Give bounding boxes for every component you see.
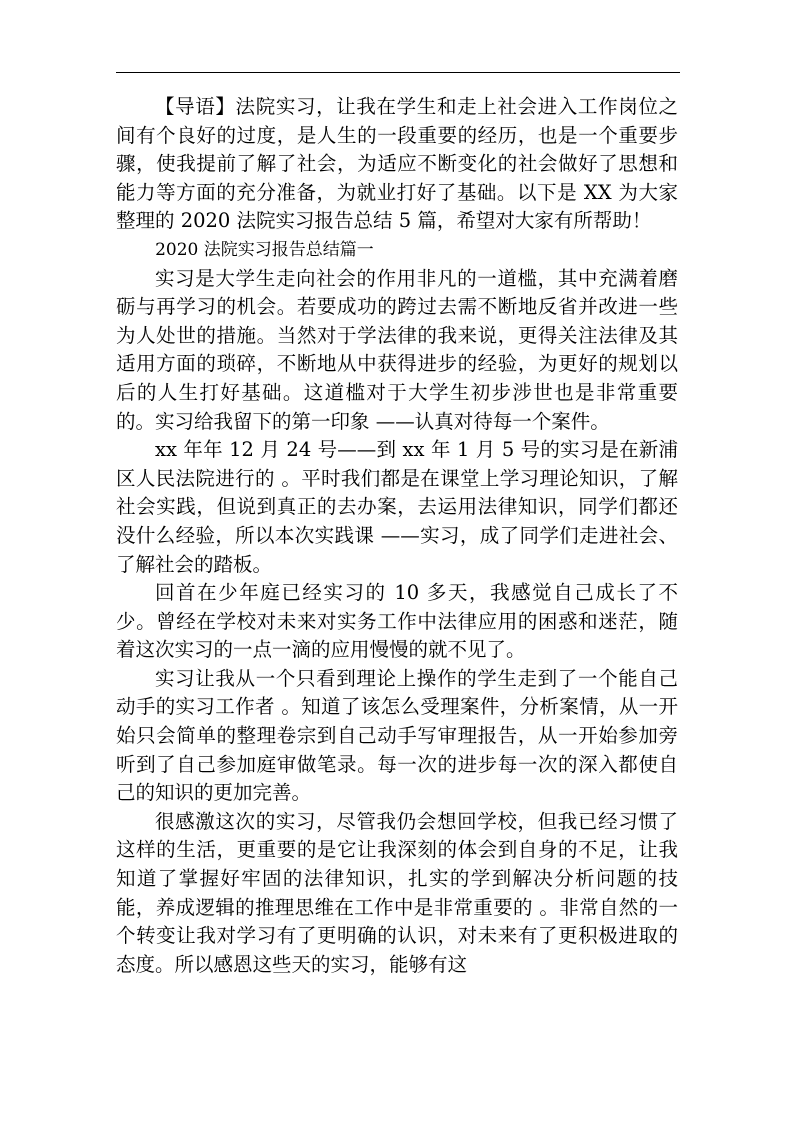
body-paragraph-5: 很感激这次的实习，尽管我仍会想回学校，但我已经习惯了这样的生活，更重要的是它让我深刻的体会到自身的不足，让我知道了掌握好牢固的法律知识，扎实的学到解决分析问题的技能，养成逻辑的推理思维在工作中是非常重要的 。非常自然的一个转变让我对学习有了更明确的认识，对未来有了更积极进取的态度。所以感恩这些天的实习，能够有这 (116, 809, 678, 976)
body-paragraph-3: 回首在少年庭已经实习的 10 多天，我感觉自己成长了不少。曾经在学校对未来对实务工作中法律应用的困惑和迷茫，随着这次实习的一点一滴的应用慢慢的就不见了。 (116, 581, 678, 662)
section-title: 2020 法院实习报告总结篇一 (155, 239, 374, 260)
body-paragraph-1: 实习是大学生走向社会的作用非凡的一道槛，其中充满着磨砺与再学习的机会。若要成功的跨过去需不断地反省并改进一些为人处世的措施。当然对于学法律的我来说，更得关注法律及其适用方面的琐碎，不断地从中获得进步的经验，为更好的规划以后的人生打好基础。这道槛对于大学生初步涉世也是非常重要的。实习给我留下的第一印象 ——认真对待每一个案件。 (116, 266, 678, 433)
body-paragraph-2: xx 年年 12 月 24 号——到 xx 年 1 月 5 号的实习是在新浦区人民法院进行的 。平时我们都是在课堂上学习理论知识，了解社会实践，但说到真正的去办案，去运用法律知识，同学们都还没什么经验，所以本次实践课 ——实习，成了同学们走进社会、了解社会的踏板。 (116, 438, 678, 576)
header-rule (116, 72, 680, 73)
body-paragraph-4: 实习让我从一个只看到理论上操作的学生走到了一个能自己动手的实习工作者 。知道了该怎么受理案件，分析案情，从一开始只会简单的整理卷宗到自己动手写审理报告，从一开始参加旁听到了自己参加庭审做笔录。每一次的进步每一次的深入都使自己的知识的更加完善。 (116, 666, 678, 805)
document-body (116, 93, 678, 979)
intro-paragraph: 【导语】法院实习，让我在学生和走上社会进入工作岗位之间有个良好的过度，是人生的一段重要的经历，也是一个重要步骤，使我提前了解了社会，为适应不断变化的社会做好了思想和能力等方面的充分准备，为就业打好了基础。以下是 XX 为大家整理的 2020 法院实习报告总结 5 篇，希望对大家有所帮助！ (116, 95, 678, 233)
